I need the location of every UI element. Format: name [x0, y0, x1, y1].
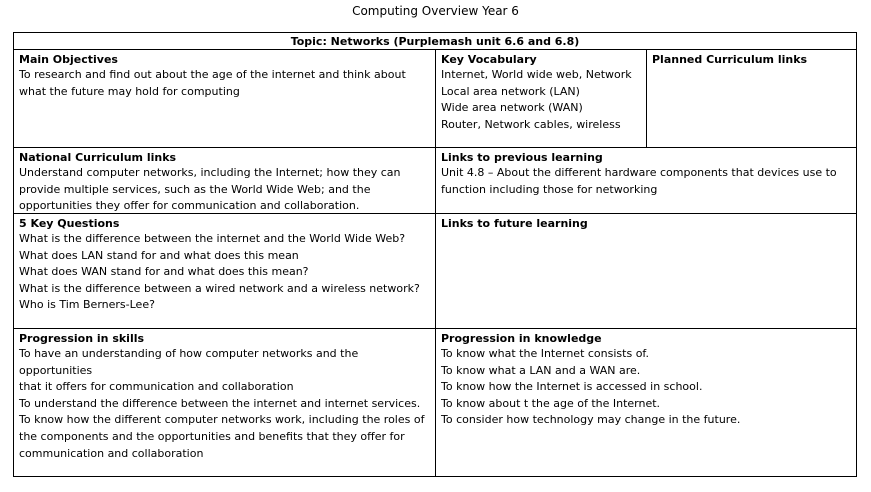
- main-objectives-heading: Main Objectives: [19, 53, 118, 66]
- progression-skills-line: that it offers for communication and collaboration: [19, 380, 294, 394]
- progression-knowledge-line: To know what a LAN and a WAN are.: [441, 363, 641, 377]
- progression-skills-line: To have an understanding of how computer networks and the opportunities: [19, 347, 359, 377]
- previous-learning-heading: Links to previous learning: [441, 151, 603, 164]
- key-question-line: What is the difference between a wired network and a wireless network?: [19, 281, 420, 295]
- key-vocabulary-cell: [435, 49, 647, 148]
- progression-knowledge-heading: Progression in knowledge: [441, 332, 602, 345]
- progression-knowledge-line: To know how the Internet is accessed in school.: [441, 380, 703, 394]
- key-vocabulary-heading: Key Vocabulary: [441, 53, 537, 66]
- future-learning-heading: Links to future learning: [441, 217, 588, 230]
- key-question-line: Who is Tim Berners-Lee?: [19, 298, 155, 312]
- main-objectives-line: To research and find out about the age of the internet and think about: [19, 68, 406, 81]
- key-vocabulary-line: Router, Network cables, wireless: [441, 117, 621, 131]
- key-questions-cell: [13, 213, 436, 329]
- key-vocabulary-line: Wide area network (WAN): [441, 101, 583, 115]
- previous-learning-line: function including those for networking: [441, 182, 658, 196]
- national-curriculum-line: provide multiple services, such as the World Wide Web; and the: [19, 182, 371, 196]
- national-curriculum-line: Understand computer networks, including the Internet; how they can: [19, 166, 401, 179]
- progression-skills-cell: [13, 328, 436, 477]
- progression-skills-line: communication and collaboration: [19, 446, 204, 460]
- progression-skills-line: To know how the different computer networks work, including the roles of: [19, 413, 425, 427]
- progression-skills-line: To understand the difference between the internet and internet services.: [19, 396, 421, 410]
- national-curriculum-heading: National Curriculum links: [19, 151, 177, 164]
- progression-skills-line: the components and the opportunities and benefits that they offer for: [19, 429, 405, 443]
- key-question-line: What is the difference between the internet and the World Wide Web?: [19, 232, 406, 245]
- previous-learning-line: Unit 4.8 – About the different hardware components that devices use to: [441, 166, 837, 179]
- national-curriculum-cell: [13, 147, 436, 214]
- progression-knowledge-line: To know what the Internet consists of.: [441, 347, 649, 360]
- future-learning-cell: [435, 213, 857, 329]
- key-vocabulary-line: Local area network (LAN): [441, 84, 580, 98]
- progression-knowledge-cell: [435, 328, 857, 477]
- key-question-line: What does WAN stand for and what does this mean?: [19, 265, 309, 279]
- key-questions-heading: 5 Key Questions: [19, 217, 120, 230]
- topic-header: Topic: Networks (Purplemash unit 6.6 and 6.8): [13, 32, 857, 50]
- main-objectives-cell: [13, 49, 436, 148]
- key-vocabulary-line: Internet, World wide web, Network: [441, 68, 632, 81]
- progression-skills-heading: Progression in skills: [19, 332, 145, 345]
- page-title: Computing Overview Year 6: [352, 4, 519, 18]
- national-curriculum-line: opportunities they offer for communication and collaboration.: [19, 199, 360, 213]
- planned-curriculum-cell: [646, 49, 857, 148]
- main-objectives-line: what the future may hold for computing: [19, 84, 240, 98]
- progression-knowledge-line: To consider how technology may change in the future.: [441, 413, 741, 427]
- planned-curriculum-heading: Planned Curriculum links: [652, 53, 808, 66]
- key-question-line: What does LAN stand for and what does this mean: [19, 248, 299, 262]
- progression-knowledge-line: To know about t the age of the Internet.: [441, 396, 661, 410]
- previous-learning-cell: [435, 147, 857, 214]
